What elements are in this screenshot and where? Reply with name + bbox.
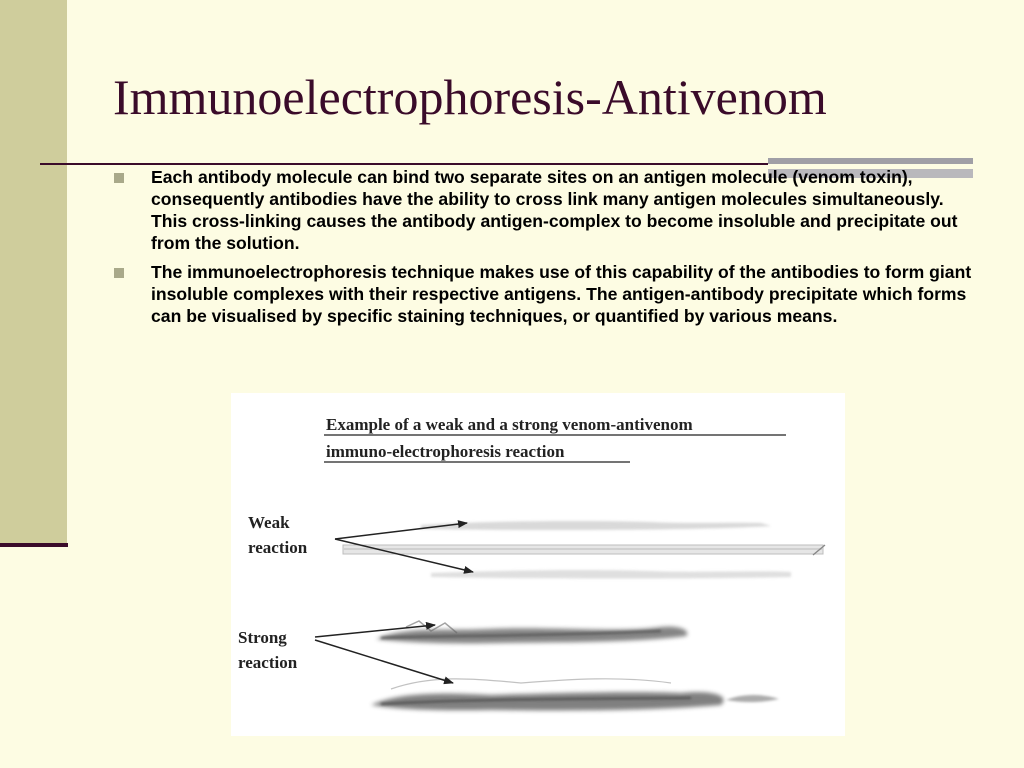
strong-reaction-label-line1: Strong — [238, 628, 287, 647]
weak-reaction-label-line2: reaction — [248, 538, 308, 557]
left-band-rule — [0, 543, 68, 547]
bullet-text: Each antibody molecule can bind two separate sites on an antigen molecule (venom toxin), consequently antibodies have the ability to cross link many antigen molecules simultaneously. This cross-linking causes the antibody antigen-complex to become insoluble and precipitate out from the solution. — [151, 167, 958, 253]
title-accent-bar — [768, 158, 973, 164]
electrophoresis-figure — [231, 393, 845, 736]
strong-arrow-lower — [315, 640, 453, 683]
bullet-text: The immunoelectrophoresis technique makes use of this capability of the antibodies to form giant insoluble complexes with their respective antigens. The antigen-antibody precipitate which forms can be visualised by specific staining techniques, or quantified by various means. — [151, 262, 972, 326]
weak-arrow-lower — [335, 539, 473, 572]
title-underline — [40, 163, 768, 165]
strong-reaction-label-line2: reaction — [238, 653, 298, 672]
square-bullet-icon — [114, 268, 124, 278]
weak-reaction-label-line1: Weak — [248, 513, 290, 532]
electrophoresis-illustration — [231, 393, 845, 736]
square-bullet-icon — [114, 173, 124, 183]
left-decor-band — [0, 0, 67, 543]
bullet-list — [113, 166, 983, 334]
figure-heading-line2: immuno-electrophoresis reaction — [326, 442, 565, 461]
figure-heading-line1: Example of a weak and a strong venom-antivenom — [326, 415, 693, 434]
strong-reaction-bands — [371, 621, 779, 710]
weak-arrow-upper — [335, 523, 467, 539]
bullet-item — [113, 261, 983, 327]
bullet-item — [113, 166, 983, 254]
slide-title: Immunoelectrophoresis-Antivenom — [113, 69, 827, 125]
